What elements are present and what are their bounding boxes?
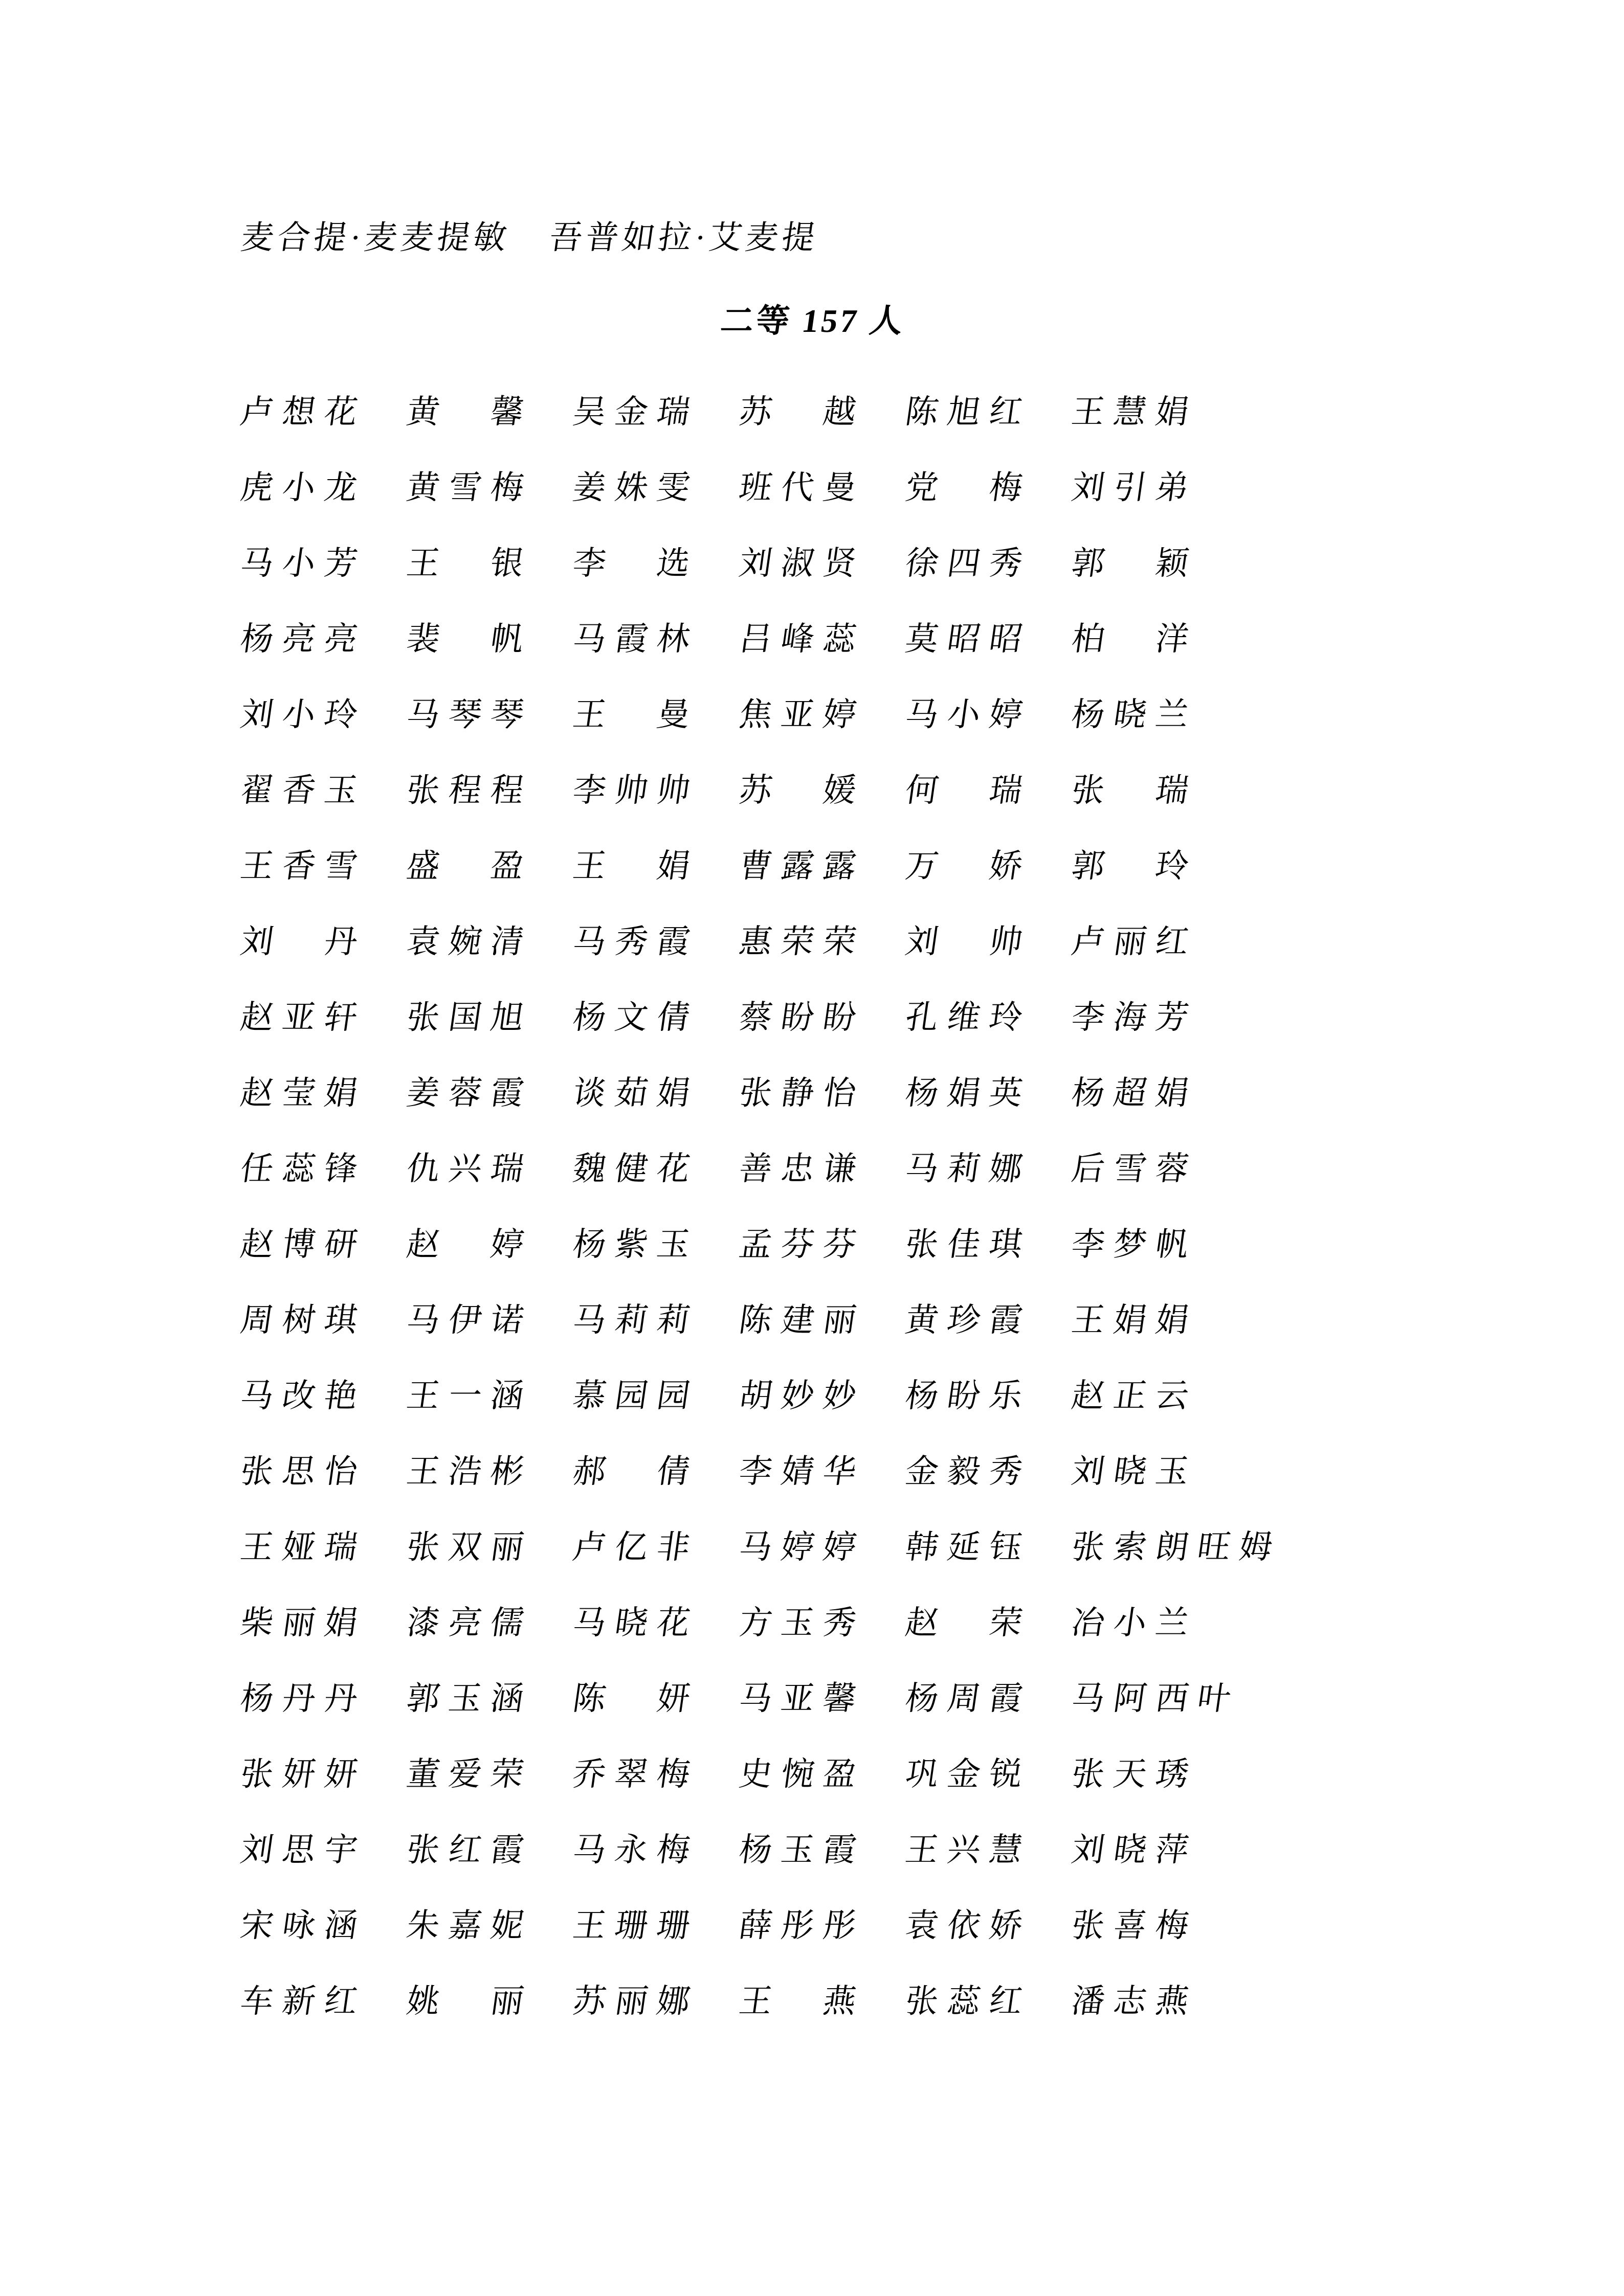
name-cell — [739, 1596, 905, 1644]
name-cell — [905, 1672, 1072, 1719]
name-cell — [905, 613, 1072, 660]
person-name: 姜蓉霞 — [404, 1075, 536, 1111]
name-cell — [570, 537, 739, 584]
person-name: 曹露露 — [737, 848, 868, 884]
name-cell — [1069, 1369, 1200, 1416]
section-title-line — [0, 292, 1624, 349]
name-cell — [240, 1067, 407, 1114]
name-cell — [570, 1142, 739, 1189]
name-cell — [739, 915, 905, 962]
name-cell — [570, 1899, 739, 1946]
person-name: 张蕊红 — [903, 1983, 1034, 2019]
name-cell — [240, 1899, 407, 1946]
person-name: 赵正云 — [1069, 1378, 1200, 1414]
person-name: 王珊珊 — [570, 1907, 702, 1944]
person-name: 马小婷 — [903, 696, 1034, 733]
name-cell — [1069, 1218, 1200, 1265]
person-name: 万 娇 — [903, 848, 1034, 884]
name-cell — [1069, 1899, 1200, 1946]
carryover-names-line — [238, 212, 821, 263]
person-name: 莫昭昭 — [903, 621, 1034, 657]
person-name: 王娅瑞 — [238, 1529, 369, 1565]
person-name: 王 曼 — [570, 696, 702, 733]
name-cell — [404, 1824, 573, 1871]
person-name: 韩延钰 — [903, 1529, 1034, 1565]
name-row — [240, 825, 1519, 901]
person-name: 王娟娟 — [1069, 1302, 1200, 1338]
person-name: 蔡盼盼 — [737, 999, 868, 1036]
name-row — [240, 901, 1519, 977]
person-name: 董爱荣 — [404, 1756, 536, 1792]
person-name: 李海芳 — [1069, 999, 1200, 1036]
person-name: 袁婉清 — [404, 924, 536, 960]
person-name: 胡妙妙 — [737, 1378, 868, 1414]
person-name: 马阿西叶 — [1069, 1680, 1242, 1717]
person-name: 党 梅 — [903, 469, 1034, 506]
person-name: 柴丽娟 — [238, 1605, 369, 1641]
person-name: 赵博研 — [238, 1226, 369, 1263]
name-cell — [404, 613, 573, 660]
carryover-name-1: 麦合提·麦麦提敏 — [238, 219, 513, 256]
name-cell — [1069, 1142, 1200, 1189]
name-cell — [240, 764, 407, 811]
name-cell — [1069, 840, 1200, 887]
name-cell — [570, 1824, 739, 1871]
person-name: 王香雪 — [238, 848, 369, 884]
name-row — [240, 750, 1519, 825]
name-cell — [404, 991, 573, 1038]
name-cell — [905, 991, 1072, 1038]
person-name: 翟香玉 — [238, 772, 369, 808]
name-cell — [1069, 1445, 1200, 1492]
person-name: 杨文倩 — [570, 999, 702, 1036]
name-cell — [739, 1369, 905, 1416]
name-cell — [240, 537, 407, 584]
name-cell — [404, 461, 573, 508]
person-name: 黄珍霞 — [903, 1302, 1034, 1338]
person-name: 张 瑞 — [1069, 772, 1200, 808]
person-name: 慕园园 — [570, 1378, 702, 1414]
person-name: 张索朗旺姆 — [1069, 1529, 1284, 1565]
name-cell — [240, 1824, 407, 1871]
person-name: 冶小兰 — [1069, 1605, 1200, 1641]
person-name: 善忠谦 — [737, 1151, 868, 1187]
name-cell — [905, 1142, 1072, 1189]
person-name: 杨亮亮 — [238, 621, 369, 657]
person-name: 杨晓兰 — [1069, 696, 1200, 733]
name-cell — [1069, 1975, 1200, 2022]
person-name: 马亚馨 — [737, 1680, 868, 1717]
person-name: 陈旭红 — [903, 394, 1034, 430]
person-name: 方玉秀 — [737, 1605, 868, 1641]
name-cell — [905, 1218, 1072, 1265]
name-cell — [240, 991, 407, 1038]
name-row — [240, 1961, 1519, 2036]
person-name: 刘思宇 — [238, 1832, 369, 1868]
name-cell — [739, 840, 905, 887]
name-cell — [240, 1218, 407, 1265]
name-cell — [240, 1596, 407, 1644]
person-name: 仇兴瑞 — [404, 1151, 536, 1187]
name-cell — [404, 1067, 573, 1114]
person-name: 杨娟英 — [903, 1075, 1034, 1111]
name-cell — [404, 915, 573, 962]
name-cell — [1069, 1672, 1242, 1719]
person-name: 卢丽红 — [1069, 924, 1200, 960]
person-name: 马霞林 — [570, 621, 702, 657]
person-name: 周树琪 — [238, 1302, 369, 1338]
person-name: 苏 越 — [737, 394, 868, 430]
person-name: 刘引弟 — [1069, 469, 1200, 506]
name-cell — [1069, 991, 1200, 1038]
name-cell — [570, 1445, 739, 1492]
name-cell — [404, 1294, 573, 1341]
person-name: 郝 倩 — [570, 1453, 702, 1490]
person-name: 黄 馨 — [404, 394, 536, 430]
person-name: 乔翠梅 — [570, 1756, 702, 1792]
person-name: 王兴慧 — [903, 1832, 1034, 1868]
person-name: 金毅秀 — [903, 1453, 1034, 1490]
name-cell — [240, 840, 407, 887]
name-row — [240, 371, 1519, 447]
person-name: 马小芳 — [238, 545, 369, 581]
name-cell — [905, 1067, 1072, 1114]
person-name: 车新红 — [238, 1983, 369, 2019]
name-cell — [404, 1899, 573, 1946]
person-name: 孟芬芬 — [737, 1226, 868, 1263]
name-row — [240, 1128, 1519, 1204]
person-name: 刘淑贤 — [737, 545, 868, 581]
person-name: 柏 洋 — [1069, 621, 1200, 657]
person-name: 裴 帆 — [404, 621, 536, 657]
person-name: 姚 丽 — [404, 1983, 536, 2019]
person-name: 张静怡 — [737, 1075, 868, 1111]
name-cell — [739, 1294, 905, 1341]
person-name: 吕峰蕊 — [737, 621, 868, 657]
name-cell — [905, 1369, 1072, 1416]
person-name: 黄雪梅 — [404, 469, 536, 506]
person-name: 刘晓萍 — [1069, 1832, 1200, 1868]
person-name: 马晓花 — [570, 1605, 702, 1641]
name-cell — [240, 688, 407, 735]
name-cell — [570, 1521, 739, 1568]
person-name: 后雪蓉 — [1069, 1151, 1200, 1187]
person-name: 盛 盈 — [404, 848, 536, 884]
name-cell — [404, 1975, 573, 2022]
person-name: 赵 婷 — [404, 1226, 536, 1263]
person-name: 王 娟 — [570, 848, 702, 884]
name-cell — [905, 688, 1072, 735]
name-cell — [240, 1369, 407, 1416]
person-name: 陈建丽 — [737, 1302, 868, 1338]
person-name: 卢想花 — [238, 394, 369, 430]
person-name: 苏 媛 — [737, 772, 868, 808]
person-name: 马琴琴 — [404, 696, 536, 733]
person-name: 郭玉涵 — [404, 1680, 536, 1717]
person-name: 吴金瑞 — [570, 394, 702, 430]
name-cell — [570, 688, 739, 735]
name-row — [240, 1658, 1519, 1734]
name-cell — [570, 764, 739, 811]
person-name: 刘 帅 — [903, 924, 1034, 960]
person-name: 李 选 — [570, 545, 702, 581]
name-cell — [240, 1748, 407, 1795]
person-name: 马婷婷 — [737, 1529, 868, 1565]
name-cell — [905, 1521, 1072, 1568]
person-name: 苏丽娜 — [570, 1983, 702, 2019]
name-row — [240, 1279, 1519, 1355]
person-name: 张佳琪 — [903, 1226, 1034, 1263]
name-cell — [404, 840, 573, 887]
name-cell — [1069, 1824, 1200, 1871]
name-grid — [240, 371, 1519, 2036]
person-name: 巩金锐 — [903, 1756, 1034, 1792]
person-name: 孔维玲 — [903, 999, 1034, 1036]
name-cell — [905, 1975, 1072, 2022]
name-row — [240, 447, 1519, 523]
name-row — [240, 1506, 1519, 1582]
name-cell — [404, 1445, 573, 1492]
name-cell — [905, 1824, 1072, 1871]
name-cell — [570, 461, 739, 508]
name-cell — [404, 1218, 573, 1265]
name-cell — [739, 764, 905, 811]
name-row — [240, 1809, 1519, 1885]
person-name: 张红霞 — [404, 1832, 536, 1868]
name-cell — [739, 1067, 905, 1114]
name-row — [240, 523, 1519, 598]
name-cell — [240, 1672, 407, 1719]
name-cell — [240, 915, 407, 962]
person-name: 张妍妍 — [238, 1756, 369, 1792]
name-cell — [404, 1672, 573, 1719]
person-name: 郭 玲 — [1069, 848, 1200, 884]
name-cell — [570, 991, 739, 1038]
name-row — [240, 598, 1519, 674]
name-cell — [404, 1142, 573, 1189]
person-name: 李帅帅 — [570, 772, 702, 808]
name-cell — [404, 1596, 573, 1644]
name-cell — [570, 1218, 739, 1265]
name-cell — [905, 1748, 1072, 1795]
name-cell — [739, 1521, 905, 1568]
name-cell — [739, 1899, 905, 1946]
name-cell — [240, 1142, 407, 1189]
name-cell — [905, 915, 1072, 962]
name-cell — [404, 688, 573, 735]
name-cell — [739, 613, 905, 660]
name-cell — [1069, 1294, 1200, 1341]
person-name: 杨盼乐 — [903, 1378, 1034, 1414]
name-cell — [739, 1748, 905, 1795]
name-cell — [404, 1369, 573, 1416]
name-cell — [905, 1596, 1072, 1644]
name-cell — [905, 537, 1072, 584]
name-cell — [1069, 1596, 1200, 1644]
name-row — [240, 977, 1519, 1052]
person-name: 李婧华 — [737, 1453, 868, 1490]
name-cell — [570, 613, 739, 660]
name-cell — [404, 1748, 573, 1795]
name-cell — [570, 386, 739, 433]
person-name: 班代曼 — [737, 469, 868, 506]
name-cell — [739, 386, 905, 433]
person-name: 漆亮儒 — [404, 1605, 536, 1641]
section-title: 二等 157 人 — [718, 303, 908, 339]
name-cell — [739, 461, 905, 508]
name-row — [240, 1582, 1519, 1658]
name-cell — [905, 386, 1072, 433]
person-name: 袁依娇 — [903, 1907, 1034, 1944]
name-row — [240, 1885, 1519, 1961]
name-cell — [570, 1294, 739, 1341]
name-cell — [739, 537, 905, 584]
name-cell — [739, 1672, 905, 1719]
person-name: 陈 妍 — [570, 1680, 702, 1717]
person-name: 刘小玲 — [238, 696, 369, 733]
name-cell — [404, 1521, 573, 1568]
person-name: 张双丽 — [404, 1529, 536, 1565]
name-cell — [240, 386, 407, 433]
name-cell — [905, 1899, 1072, 1946]
name-cell — [240, 1975, 407, 2022]
name-cell — [570, 840, 739, 887]
name-cell — [1069, 537, 1200, 584]
name-cell — [570, 1369, 739, 1416]
person-name: 史惋盈 — [737, 1756, 868, 1792]
name-cell — [1069, 386, 1200, 433]
name-cell — [739, 1824, 905, 1871]
person-name: 王浩彬 — [404, 1453, 536, 1490]
name-cell — [240, 1445, 407, 1492]
person-name: 魏健花 — [570, 1151, 702, 1187]
name-cell — [905, 1445, 1072, 1492]
person-name: 王一涵 — [404, 1378, 536, 1414]
name-cell — [1069, 613, 1200, 660]
person-name: 杨玉霞 — [737, 1832, 868, 1868]
person-name: 郭 颖 — [1069, 545, 1200, 581]
person-name: 张天琇 — [1069, 1756, 1200, 1792]
name-cell — [739, 1218, 905, 1265]
name-row — [240, 1734, 1519, 1809]
person-name: 卢亿非 — [570, 1529, 702, 1565]
name-cell — [739, 991, 905, 1038]
person-name: 马莉娜 — [903, 1151, 1034, 1187]
name-cell — [240, 613, 407, 660]
name-cell — [570, 915, 739, 962]
name-cell — [570, 1975, 739, 2022]
person-name: 朱嘉妮 — [404, 1907, 536, 1944]
person-name: 赵莹娟 — [238, 1075, 369, 1111]
person-name: 谈茹娟 — [570, 1075, 702, 1111]
name-cell — [739, 1975, 905, 2022]
name-row — [240, 1052, 1519, 1128]
name-cell — [404, 537, 573, 584]
person-name: 马伊诺 — [404, 1302, 536, 1338]
person-name: 杨丹丹 — [238, 1680, 369, 1717]
person-name: 焦亚婷 — [737, 696, 868, 733]
person-name: 赵亚轩 — [238, 999, 369, 1036]
name-cell — [905, 764, 1072, 811]
name-row — [240, 1204, 1519, 1279]
person-name: 王 银 — [404, 545, 536, 581]
name-cell — [905, 840, 1072, 887]
name-cell — [1069, 1067, 1200, 1114]
person-name: 杨超娟 — [1069, 1075, 1200, 1111]
name-cell — [1069, 1521, 1284, 1568]
person-name: 刘晓玉 — [1069, 1453, 1200, 1490]
name-cell — [905, 1294, 1072, 1341]
name-cell — [570, 1067, 739, 1114]
name-row — [240, 1355, 1519, 1431]
person-name: 薛彤彤 — [737, 1907, 868, 1944]
person-name: 赵 荣 — [903, 1605, 1034, 1641]
name-cell — [739, 1142, 905, 1189]
person-name: 张思怡 — [238, 1453, 369, 1490]
person-name: 潘志燕 — [1069, 1983, 1200, 2019]
person-name: 李梦帆 — [1069, 1226, 1200, 1263]
person-name: 张国旭 — [404, 999, 536, 1036]
person-name: 姜姝雯 — [570, 469, 702, 506]
person-name: 徐四秀 — [903, 545, 1034, 581]
person-name: 张喜梅 — [1069, 1907, 1200, 1944]
person-name: 马改艳 — [238, 1378, 369, 1414]
person-name: 虎小龙 — [238, 469, 369, 506]
person-name: 马秀霞 — [570, 924, 702, 960]
name-row — [240, 674, 1519, 750]
name-cell — [1069, 688, 1200, 735]
person-name: 惠荣荣 — [737, 924, 868, 960]
person-name: 杨周霞 — [903, 1680, 1034, 1717]
person-name: 何 瑞 — [903, 772, 1034, 808]
name-cell — [1069, 764, 1200, 811]
person-name: 任蕊锋 — [238, 1151, 369, 1187]
name-cell — [905, 461, 1072, 508]
person-name: 马永梅 — [570, 1832, 702, 1868]
name-cell — [240, 461, 407, 508]
carryover-name-2: 吾普如拉·艾麦提 — [547, 219, 821, 256]
name-cell — [570, 1596, 739, 1644]
name-cell — [739, 688, 905, 735]
person-name: 王 燕 — [737, 1983, 868, 2019]
name-cell — [570, 1672, 739, 1719]
person-name: 王慧娟 — [1069, 394, 1200, 430]
person-name: 刘 丹 — [238, 924, 369, 960]
name-cell — [570, 1748, 739, 1795]
name-cell — [404, 386, 573, 433]
name-cell — [1069, 1748, 1200, 1795]
name-cell — [404, 764, 573, 811]
name-cell — [240, 1521, 407, 1568]
person-name: 宋咏涵 — [238, 1907, 369, 1944]
name-cell — [1069, 461, 1200, 508]
name-row — [240, 1431, 1519, 1506]
name-cell — [1069, 915, 1200, 962]
person-name: 张程程 — [404, 772, 536, 808]
name-cell — [739, 1445, 905, 1492]
name-cell — [240, 1294, 407, 1341]
person-name: 马莉莉 — [570, 1302, 702, 1338]
person-name: 杨紫玉 — [570, 1226, 702, 1263]
